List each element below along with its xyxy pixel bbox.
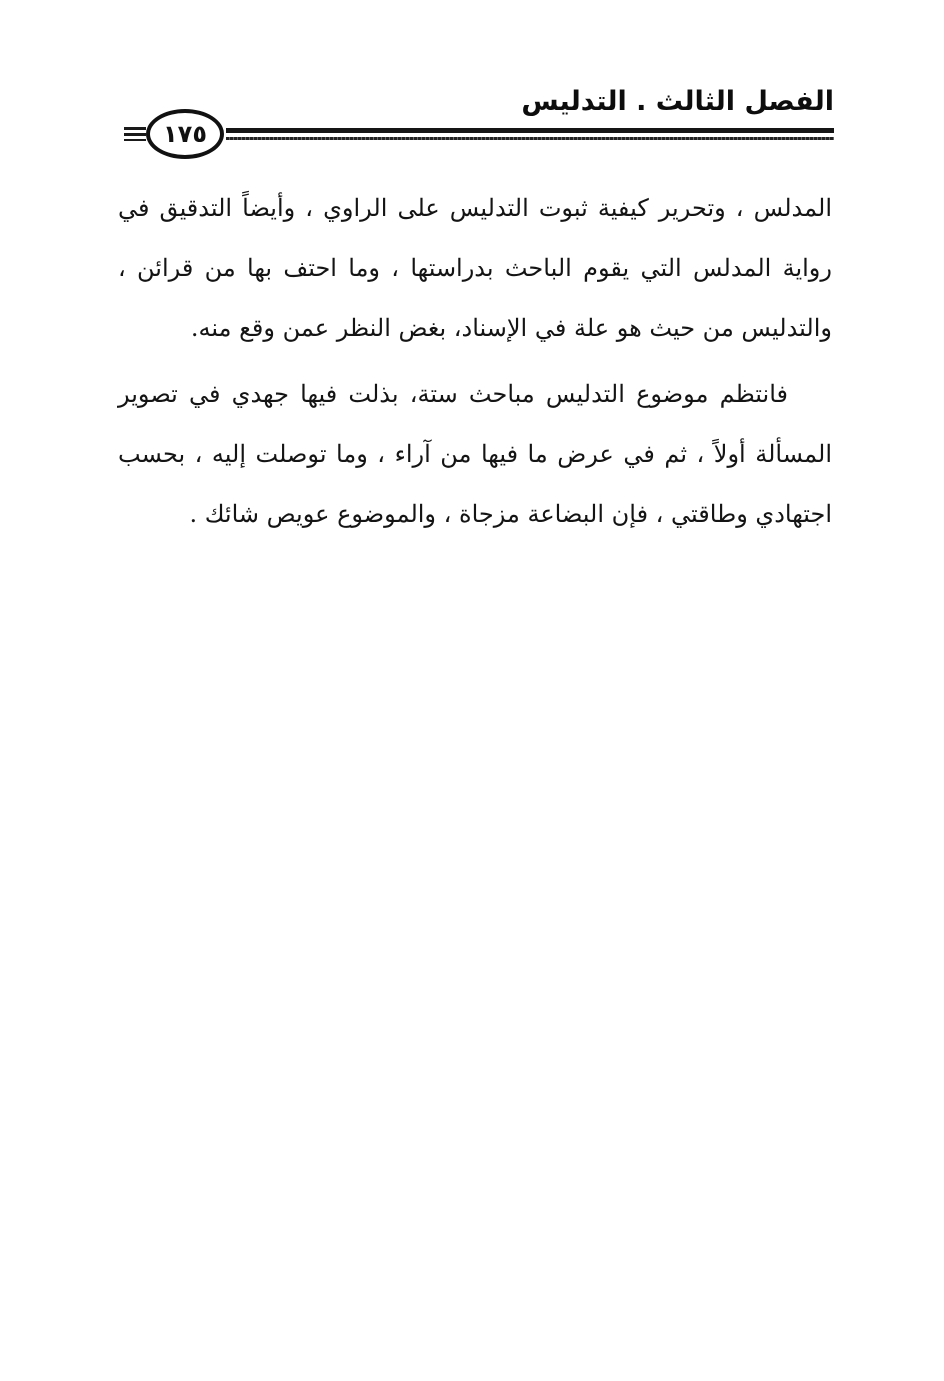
page-number-badge [146, 109, 224, 159]
header-rule-left [124, 127, 146, 130]
header-rule-secondary [226, 137, 834, 140]
paragraph: المدلس ، وتحرير كيفية ثبوت التدليس على الراوي ، وأيضاً التدقيق في رواية المدلس التي يقوم الباحث بدراستها ، وما احتف بها من قرائن ، والتدليس من حيث هو علة في الإسناد، بغض النظر عمن وقع منه. [118, 194, 832, 342]
header-rule-left [124, 133, 146, 136]
body-text [118, 178, 832, 550]
chapter-title: الفصل الثالث . التدليس [521, 86, 834, 117]
header-rule-left [124, 139, 146, 141]
page-number: ١٧٥ [163, 120, 207, 148]
header-rule [226, 128, 834, 133]
paragraph: فانتظم موضوع التدليس مباحث ستة، بذلت فيها جهدي في تصوير المسألة أولاً ، ثم في عرض ما فيها من آراء ، وما توصلت إليه ، بحسب اجتهادي وطاقتي ، فإن البضاعة مزجاة ، والموضوع عويص شائك . [118, 380, 832, 528]
